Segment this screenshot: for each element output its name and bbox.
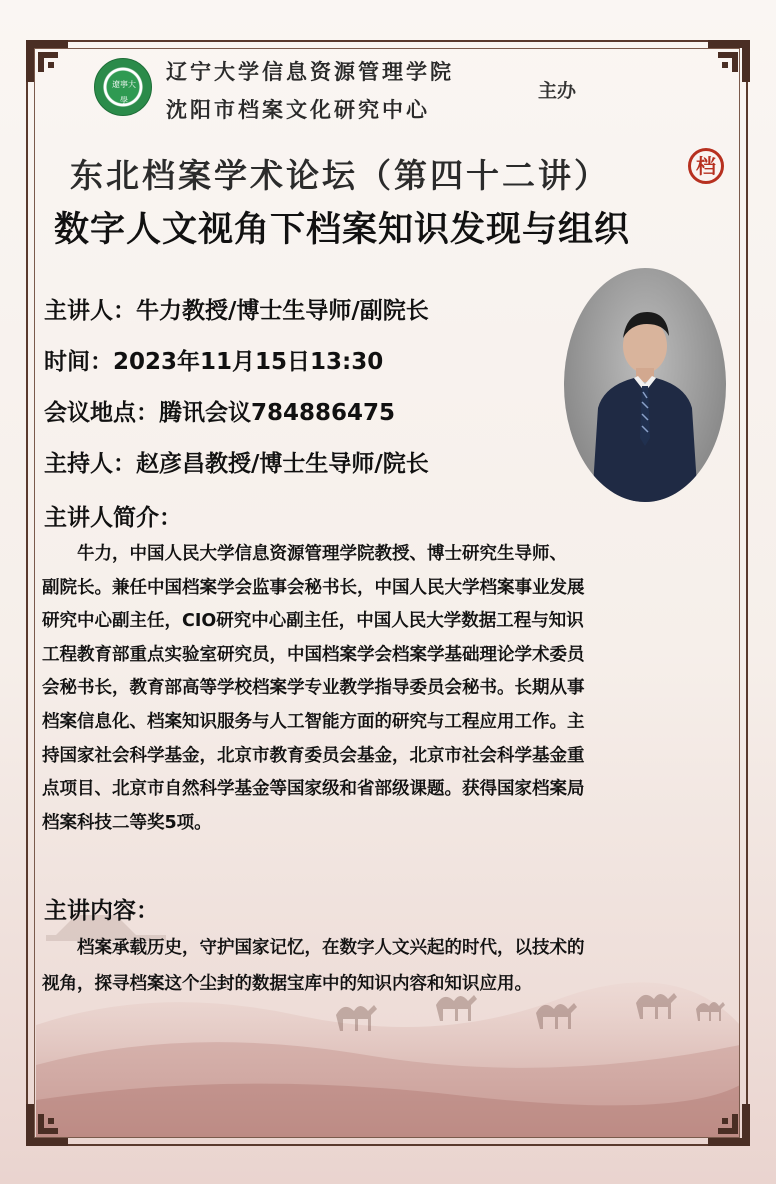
bio-line: 牛力，中国人民大学信息资源管理学院教授、博士研究生导师、 [42,544,567,564]
content-paragraph [42,930,740,1002]
speaker-photo [564,268,726,502]
bio-line: 会秘书长，教育部高等学校档案学专业教学指导委员会秘书。长期从事 [42,678,585,699]
content-line: 档案承载历史，守护国家记忆，在数字人文兴起的时代，以技术的 [42,938,585,958]
corner-ornament-icon [706,38,752,84]
organizer-2: 沈阳市档案文化研究中心 [166,97,430,122]
forum-title: 东北档案学术论坛（第四十二讲） [70,156,610,195]
speaker-line: 主讲人：牛力教授/博士生导师/副院长 [44,298,429,324]
corner-ornament-icon [24,1102,70,1148]
university-logo [94,58,152,116]
bio-line: 档案信息化、档案知识服务与人工智能方面的研究与工程应用工作。主 [42,711,585,732]
bio-line: 持国家社会科学基金，北京市教育委员会基金，北京市社会科学基金重 [42,745,585,766]
corner-ornament-icon [24,38,70,84]
bio-heading: 主讲人简介： [44,505,182,531]
organizer-1: 辽宁大学信息资源管理学院 [166,59,454,84]
bio-line: 档案科技二等奖5项。 [42,812,212,833]
content-heading: 主讲内容： [44,898,159,924]
moderator-line: 主持人：赵彦昌教授/博士生导师/院长 [44,451,429,477]
bio-line: 点项目、北京市自然科学基金等国家级和省部级课题。获得国家档案局 [42,779,585,800]
bio-line: 研究中心副主任，CIO研究中心副主任，中国人民大学数据工程与知识 [42,611,584,632]
archive-seal-icon: 档 [688,148,724,184]
bio-line: 副院长。兼任中国档案学会监事会秘书长，中国人民大学档案事业发展 [42,577,585,598]
time-line: 时间：2023年11月15日13:30 [44,349,384,375]
content-line: 视角，探寻档案这个尘封的数据宝库中的知识内容和知识应用。 [42,974,532,994]
logo-text: 遼寧大學 [112,80,136,105]
host-label: 主办 [538,80,577,102]
venue-line: 会议地点：腾讯会议784886475 [44,400,396,426]
bio-paragraph [42,538,740,840]
corner-ornament-icon [706,1102,752,1148]
lecture-topic: 数字人文视角下档案知识发现与组织 [54,210,631,250]
bio-line: 工程教育部重点实验室研究员，中国档案学会档案学基础理论学术委员 [42,644,585,665]
